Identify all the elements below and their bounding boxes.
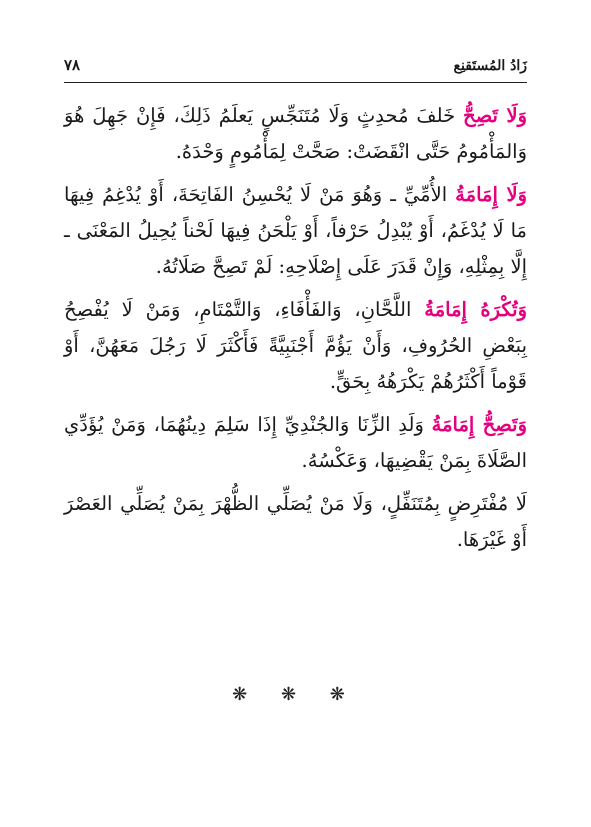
section-divider: ❋ ❋ ❋ (232, 684, 359, 705)
paragraph (64, 98, 527, 170)
paragraph (64, 486, 527, 558)
paragraph (64, 177, 527, 285)
paragraph-lead: وَلَا إِمَامَةُ (455, 183, 528, 206)
paragraph-text: خَلفَ مُحدِثٍ وَلَا مُتَنَجِّسٍ يَعلَمُ ذَلِكَ، فَإِنْ جَهِلَ هُوَ وَالمَأْمُومُ حَتَّى انْقَضَتْ: صَحَّتْ لِمَأْمُومٍ وَحْدَهُ. (64, 104, 527, 163)
paragraph (64, 292, 527, 400)
page-number: ٧٨ (64, 56, 81, 74)
paragraph-text: اللَّحَّانِ، وَالفَأْفَاءِ، وَالتَّمْتَامِ، وَمَنْ لَا يُفْصِحُ بِبَعْضِ الحُرُوفِ، وَأَنْ يَؤُمَّ أَجْنَبِيَّةً فَأَكْثَرَ لَا رَجُلَ مَعَهُنَّ، أَوْ قَوْماً أَكْثَرُهُمْ يَكْرَهُهُ بِحَقٍّ. (64, 298, 527, 393)
paragraph-text: لَا مُفْتَرِضٍ بِمُتَنَفِّلٍ، وَلَا مَنْ يُصَلِّي الظُّهْرَ بِمَنْ يُصَلِّي العَصْرَ أَوْ غَيْرَهَا. (64, 492, 527, 551)
header-rule (64, 82, 527, 83)
paragraph-lead: وَتَصِحُّ إِمَامَةُ (431, 413, 527, 436)
page-header (64, 56, 527, 80)
running-title: زَادُ المُستَقنِع (453, 58, 527, 74)
paragraph (64, 407, 527, 479)
paragraph-lead: وَلَا تَصِحُّ (463, 104, 527, 127)
paragraph-text: الأُمِّيِّ ـ وَهُوَ مَنْ لَا يُحْسِنُ الفَاتِحَةَ، أَوْ يُدْغِمُ فِيهَا مَا لَا يُدْغَمُ، أَوْ يُبْدِلُ حَرْفاً، أَوْ يَلْحَنُ فِيهَا لَحْناً يُحِيلُ المَعْنَى ـ إِلَّا بِمِثْلِهِ، وَإِنْ قَدَرَ عَلَى إِصْلَاحِهِ: لَمْ تَصِحَّ صَلَاتُهُ. (64, 183, 527, 278)
paragraph-lead: وَتُكْرَهُ إِمَامَةُ (424, 298, 527, 321)
page-body (64, 98, 527, 565)
paragraph-text: وَلَدِ الزِّنَا وَالجُنْدِيِّ إِذَا سَلِمَ دِينُهُمَا، وَمَنْ يُؤَدِّي الصَّلَاةَ بِمَنْ يَقْضِيهَا، وَعَكْسُهُ. (64, 413, 527, 472)
